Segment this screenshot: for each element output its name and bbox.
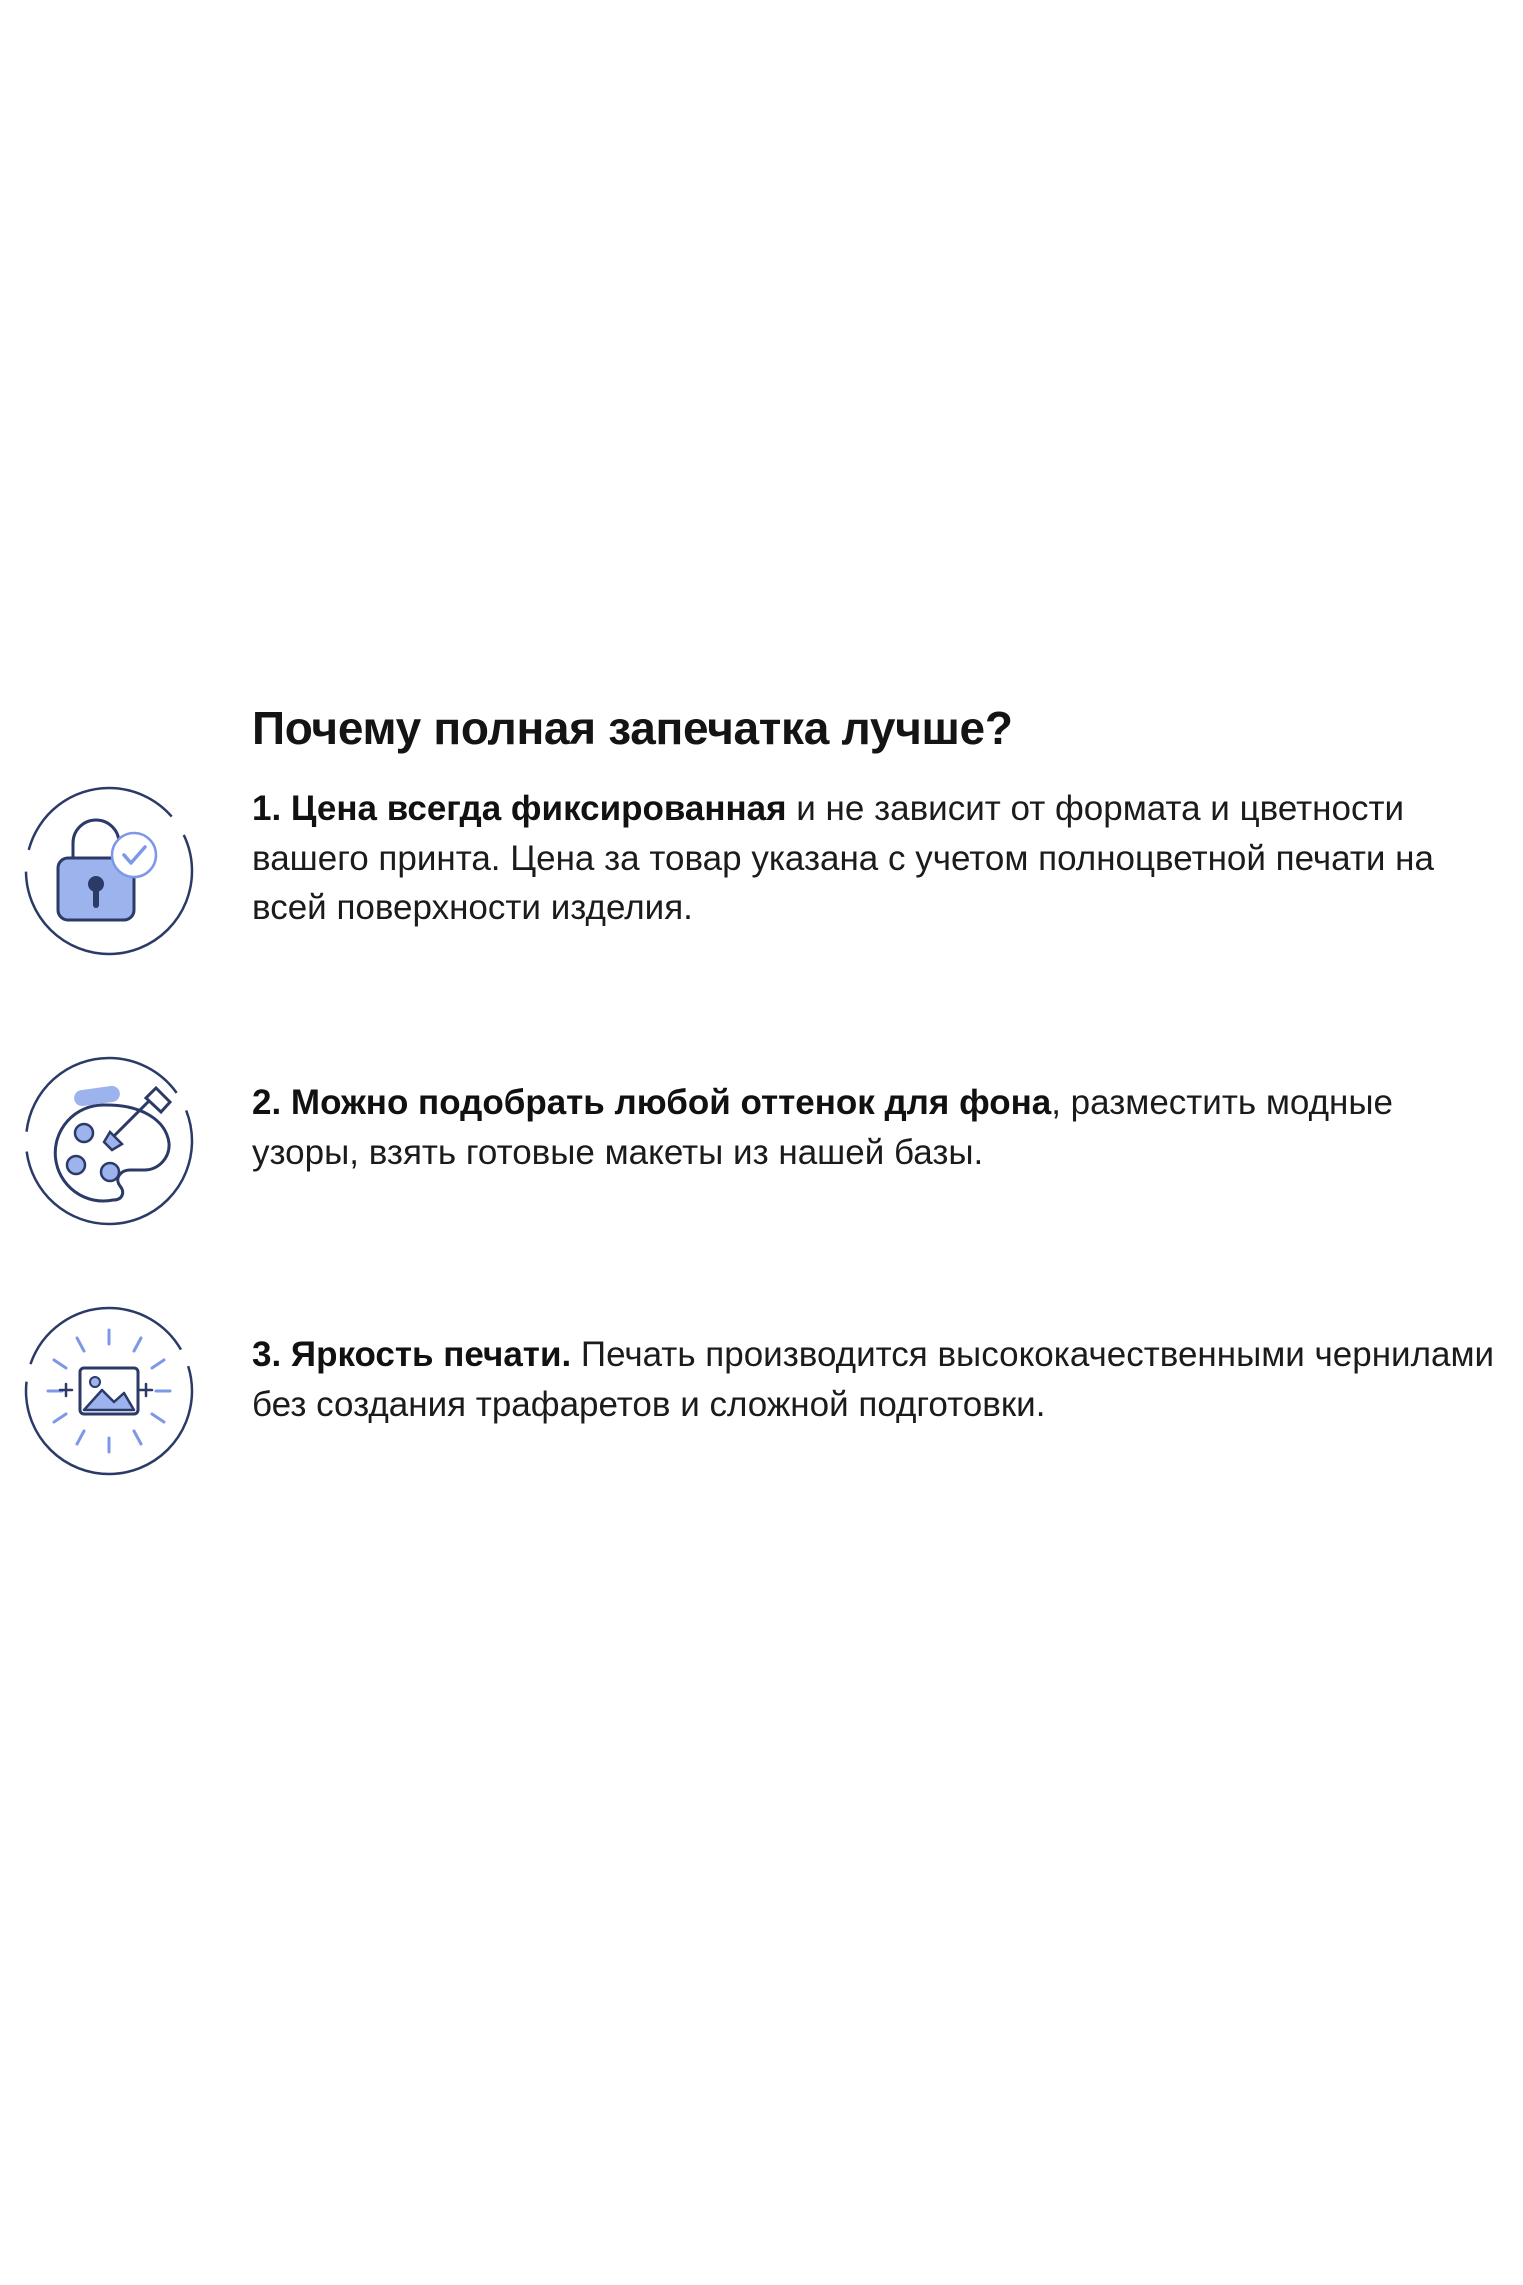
benefit-rest: Печать производится высококачественными чернилами без создания трафаретов и сложной подготовки.	[252, 1335, 1495, 1424]
benefit-text	[252, 784, 1497, 933]
benefit-bold: Яркость печати.	[290, 1335, 572, 1374]
bright-picture-icon	[18, 1300, 200, 1482]
benefit-text	[252, 1078, 1497, 1177]
benefit-text	[252, 1330, 1497, 1429]
benefit-rest: и не зависит от формата и цветности вашего принта. Цена за товар указана с учетом полноцветной печати на всей поверхности изделия.	[252, 789, 1434, 928]
benefit-number: 2.	[252, 1083, 291, 1122]
benefit-number: 1.	[252, 789, 291, 828]
benefit-bold: Цена всегда фиксированная	[290, 789, 787, 828]
page-title: Почему полная запечатка лучше?	[252, 701, 1013, 754]
palette-brush-icon	[18, 1050, 200, 1232]
benefit-number: 3.	[252, 1335, 291, 1374]
benefit-rest: , разместить модные узоры, взять готовые макеты из нашей базы.	[252, 1083, 1393, 1172]
lock-check-icon	[18, 780, 200, 962]
benefit-bold: Можно подобрать любой оттенок для фона	[290, 1083, 1052, 1122]
